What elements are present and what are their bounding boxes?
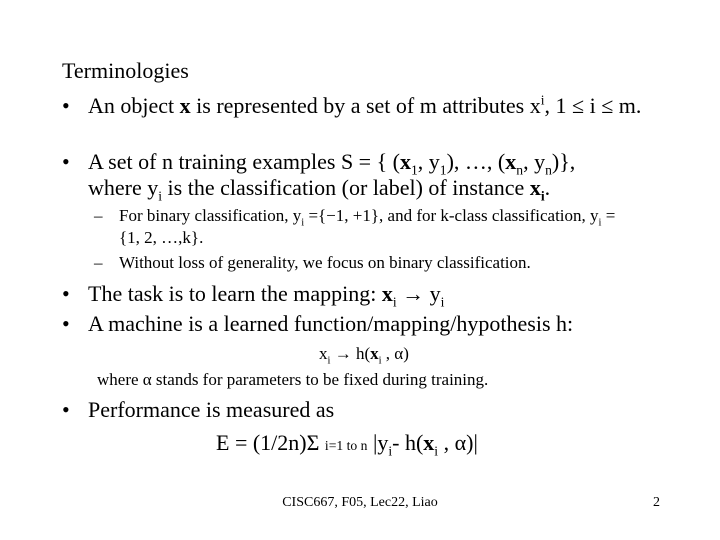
subbullet-generality (94, 252, 634, 274)
bullet-marker: • (62, 149, 70, 174)
subbullet-binary-classification (94, 205, 634, 249)
parameter-note: where α stands for parameters to be fixed during training. (97, 370, 489, 389)
bullet-text: The task is to learn the mapping: $x_i \to y_i$ (88, 281, 445, 310)
bullet-task (62, 281, 662, 310)
footer: CISC667, F05, Lec22, Liao (282, 495, 438, 510)
bullet-performance (62, 397, 662, 423)
bullet-marker: • (62, 93, 70, 118)
slide-title: Terminologies (62, 58, 189, 83)
page-number: 2 (653, 495, 660, 510)
bullet-marker: • (62, 397, 70, 422)
subbullet-text: Without loss of generality, we focus on binary classification. (119, 253, 531, 272)
bullet-text: A set of n training examples S = { ($x_1$, $y_1$), …, ($x_n$, $y_n$)}, where $y_i$ is the classification (or label) of instance $x_i$. (88, 149, 576, 204)
subbullet-text: For binary classification, $y_i =\{-1$, +1}, and for k-class classification, $y_i =\{1$, 2, …,k}. (119, 206, 616, 247)
bullet-object-definition (62, 93, 662, 119)
bullet-marker: • (62, 311, 70, 336)
bullet-training-set (62, 149, 662, 204)
bullet-text: An object x is represented by a set of m attributes $x^i$, 1 ≤ i ≤ m. (88, 92, 642, 118)
subbullet-marker: – (94, 253, 103, 272)
bullet-marker: • (62, 281, 70, 306)
bullet-text: A machine is a learned function/mapping/hypothesis h: (88, 311, 574, 336)
subbullet-marker: – (94, 206, 103, 225)
error-formula: E = (1/2n)Σ i=1 to n $|y_i-$ $h(x_i$ , α)| (216, 430, 478, 459)
bullet-machine (62, 311, 662, 337)
bullet-text: Performance is measured as (88, 397, 335, 422)
mapping-formula: $x_i \to h(x_i$ , α) (319, 344, 409, 367)
